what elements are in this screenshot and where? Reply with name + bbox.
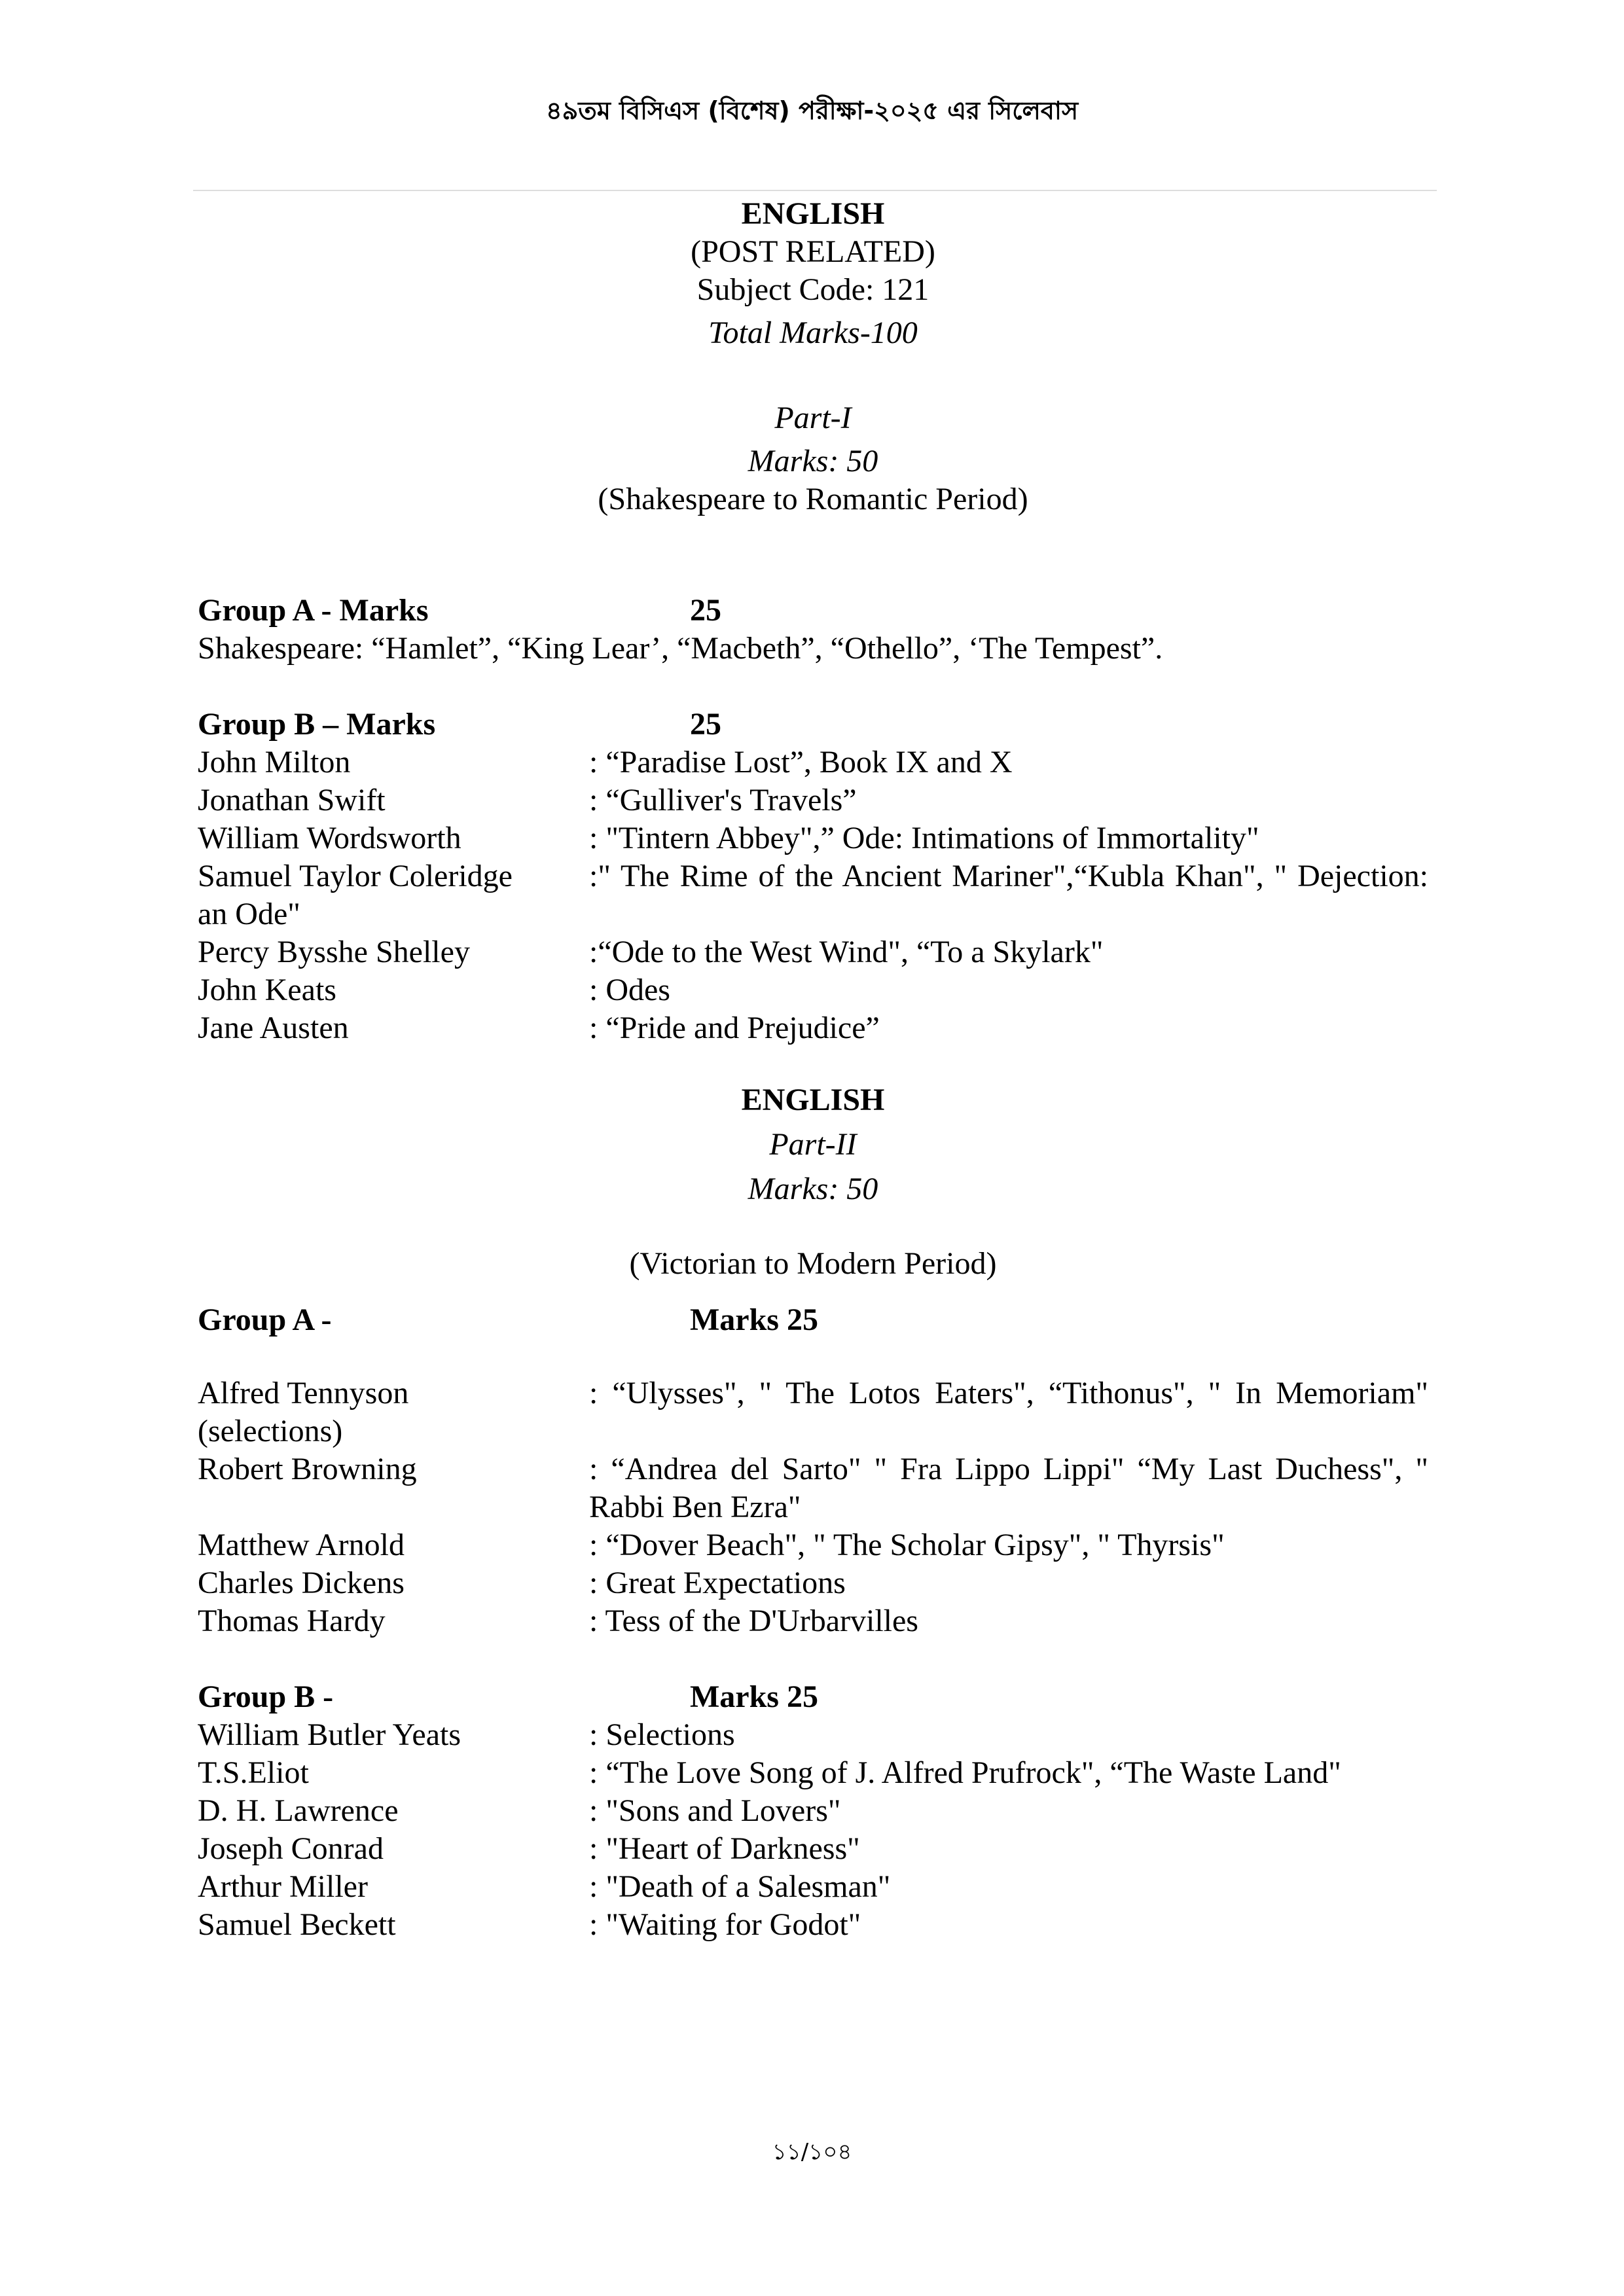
work-title: :" The Rime of the Ancient Mariner",“Kubla Khan", " Dejection: — [589, 859, 1428, 893]
group-marks: Marks 25 — [690, 1302, 818, 1337]
author-name: Robert Browning — [198, 1452, 417, 1486]
work-title: : Odes — [589, 973, 670, 1007]
work-title: : "Waiting for Godot" — [589, 1907, 861, 1942]
syllabus-content — [198, 195, 1428, 1944]
syllabus-row — [198, 1488, 1428, 1526]
work-title: : “Ulysses", " The Lotos Eaters", “Tithonus", " In Memoriam" — [589, 1376, 1428, 1410]
period-label: (Shakespeare to Romantic Period) — [598, 482, 1028, 516]
work-title: : Tess of the D'Urbarvilles — [589, 1604, 918, 1638]
author-name: D. H. Lawrence — [198, 1793, 399, 1828]
page-number: ১১/১০৪ — [772, 2139, 852, 2165]
syllabus-row — [198, 1526, 1428, 1564]
author-name: Matthew Arnold — [198, 1528, 405, 1562]
author-name: William Butler Yeats — [198, 1717, 461, 1752]
syllabus-row — [198, 744, 1428, 781]
syllabus-row — [198, 1830, 1428, 1868]
work-title: : "Sons and Lovers" — [589, 1793, 841, 1828]
shakespeare-line: Shakespeare: “Hamlet”, “King Lear’, “Macbeth”, “Othello”, ‘The Tempest”. — [198, 631, 1163, 666]
group-label: Group B - — [198, 1679, 334, 1714]
author-name: Jonathan Swift — [198, 783, 386, 817]
row-continuation: (selections) — [198, 1414, 343, 1448]
work-title: : "Heart of Darkness" — [589, 1831, 860, 1866]
work-title: : “Pride and Prejudice” — [589, 1011, 880, 1045]
work-title-continued: Rabbi Ben Ezra" — [589, 1490, 801, 1524]
work-title: : “Dover Beach", " The Scholar Gipsy", " Thyrsis" — [589, 1528, 1225, 1562]
work-title: : “Andrea del Sarto" " Fra Lippo Lippi" “My Last Duchess", " — [589, 1452, 1428, 1486]
syllabus-row — [198, 971, 1428, 1009]
syllabus-row — [198, 1868, 1428, 1906]
work-title: : “Paradise Lost”, Book IX and X — [589, 745, 1013, 780]
author-name: Thomas Hardy — [198, 1604, 386, 1638]
header-divider — [193, 190, 1437, 191]
author-name: John Milton — [198, 745, 351, 780]
work-title: : "Tintern Abbey",” Ode: Intimations of Immortality" — [589, 821, 1259, 855]
work-title: : "Death of a Salesman" — [589, 1869, 891, 1904]
syllabus-row — [198, 1792, 1428, 1830]
period-label: (Victorian to Modern Period) — [629, 1246, 997, 1281]
work-title: : Great Expectations — [589, 1566, 846, 1600]
syllabus-row — [198, 933, 1428, 971]
work-title: : “Gulliver's Travels” — [589, 783, 857, 817]
group-b-heading — [198, 706, 1428, 744]
total-marks: Total Marks-100 — [708, 315, 918, 350]
author-name: Charles Dickens — [198, 1566, 405, 1600]
author-name: William Wordsworth — [198, 821, 461, 855]
post-related: (POST RELATED) — [691, 234, 935, 269]
syllabus-row — [198, 819, 1428, 857]
group-marks: Marks 25 — [690, 1679, 818, 1714]
work-title: : Selections — [589, 1717, 735, 1752]
syllabus-row — [198, 1009, 1428, 1047]
subject-heading: ENGLISH — [741, 196, 885, 231]
work-title: :“Ode to the West Wind", “To a Skylark" — [589, 935, 1104, 969]
group-marks: 25 — [690, 707, 721, 742]
subject-code: Subject Code: 121 — [696, 272, 929, 307]
group-label: Group B – Marks — [198, 707, 436, 742]
group-label: Group A - Marks — [198, 593, 429, 628]
syllabus-row — [198, 1374, 1428, 1412]
author-name: Alfred Tennyson — [198, 1376, 409, 1410]
author-name: Jane Austen — [198, 1011, 349, 1045]
page-header: ৪৯তম বিসিএস (বিশেষ) পরীক্ষা-২০২৫ এর সিলেবাস — [545, 96, 1079, 125]
author-name: Joseph Conrad — [198, 1831, 384, 1866]
part-label: Part-I — [774, 401, 852, 435]
part-marks: Marks: 50 — [748, 1172, 878, 1206]
author-name: Samuel Taylor Coleridge — [198, 859, 513, 893]
group-b-heading — [198, 1678, 1428, 1716]
group-label: Group A - — [198, 1302, 332, 1337]
syllabus-row — [198, 1564, 1428, 1602]
part-label: Part-II — [769, 1127, 857, 1162]
syllabus-row — [198, 1602, 1428, 1640]
group-a-heading — [198, 1301, 1428, 1339]
work-title: : “The Love Song of J. Alfred Prufrock", “The Waste Land" — [589, 1755, 1341, 1790]
syllabus-row — [198, 1906, 1428, 1944]
author-name: T.S.Eliot — [198, 1755, 309, 1790]
author-name: Percy Bysshe Shelley — [198, 935, 470, 969]
syllabus-row — [198, 857, 1428, 895]
subject-heading: ENGLISH — [741, 1083, 885, 1117]
group-marks: 25 — [690, 593, 721, 628]
syllabus-row — [198, 1450, 1428, 1488]
author-name: Arthur Miller — [198, 1869, 368, 1904]
syllabus-row — [198, 1716, 1428, 1754]
syllabus-row — [198, 781, 1428, 819]
group-a-heading — [198, 592, 1428, 630]
row-continuation: an Ode" — [198, 897, 300, 931]
syllabus-row — [198, 1754, 1428, 1792]
author-name: John Keats — [198, 973, 336, 1007]
author-name: Samuel Beckett — [198, 1907, 396, 1942]
part-marks: Marks: 50 — [748, 444, 878, 478]
